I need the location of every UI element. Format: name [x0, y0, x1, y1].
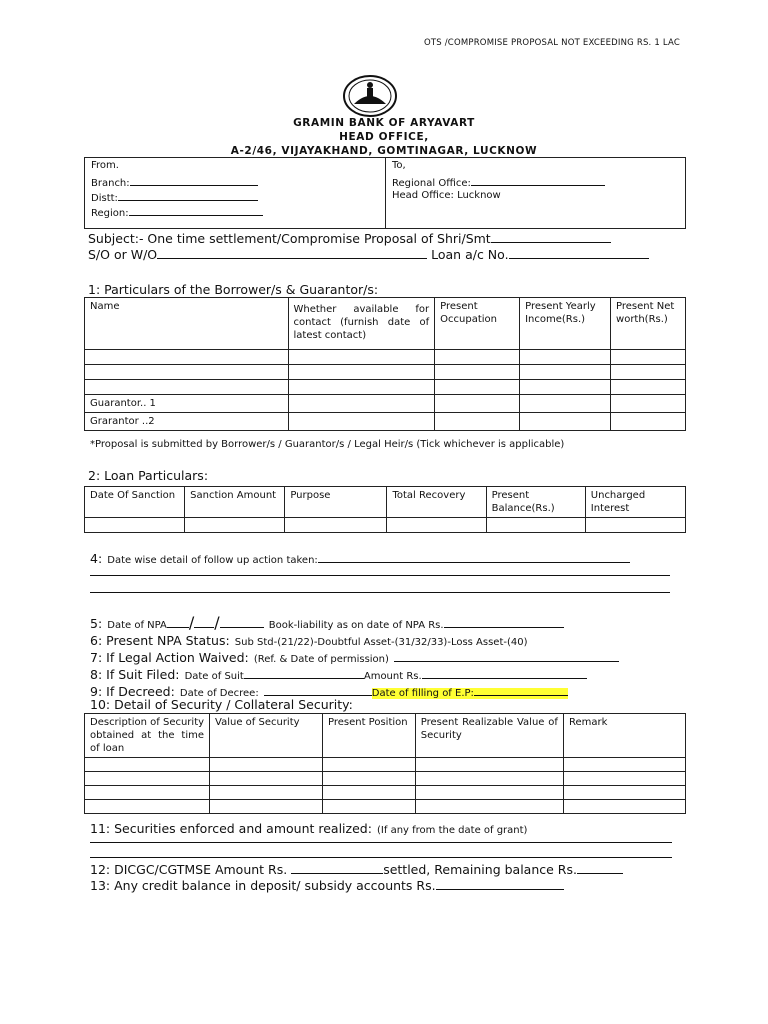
org-office: HEAD OFFICE,: [339, 131, 429, 143]
header-remark: Remark: [563, 714, 685, 758]
header-name: Name: [85, 298, 289, 350]
header-total-recovery: Total Recovery: [387, 487, 486, 518]
security-table: [84, 713, 686, 814]
to-label: To,: [392, 160, 406, 171]
securities-line-2[interactable]: [90, 842, 672, 843]
header-realizable: Present Realizable Value of Security: [415, 714, 563, 758]
table-row[interactable]: [85, 758, 686, 772]
section12-line[interactable]: 12: DICGC/CGTMSE Amount Rs. settled, Remaining balance Rs.: [90, 862, 623, 877]
org-name: GRAMIN BANK OF ARYAVART: [293, 117, 475, 129]
table-row[interactable]: [85, 380, 686, 395]
address-box: [84, 157, 686, 229]
section9-line[interactable]: 9: If Decreed: Date of Decree: Date of filling of E.P:: [90, 681, 568, 700]
table-row[interactable]: [85, 786, 686, 800]
distt-field[interactable]: Distt:: [91, 190, 258, 204]
header-description: Description of Security obtained at the time of loan: [85, 714, 210, 758]
table-row[interactable]: [85, 365, 686, 380]
section2-title: 2: Loan Particulars:: [88, 468, 209, 483]
section6-line: 6: Present NPA Status: Sub Std-(21/22)-Doubtful Asset-(31/32/33)-Loss Asset-(40): [90, 633, 528, 648]
table-header-row: [85, 714, 686, 758]
header-uncharged-interest: Uncharged Interest: [585, 487, 685, 518]
table-header-row: [85, 298, 686, 350]
proposal-note: *Proposal is submitted by Borrower/s / Guarantor/s / Legal Heir/s (Tick whichever is applicable): [90, 439, 565, 450]
table-row[interactable]: [85, 350, 686, 365]
subject-line-1[interactable]: Subject:- One time settlement/Compromise Proposal of Shri/Smt: [88, 231, 611, 246]
securities-line-3[interactable]: [90, 857, 672, 858]
header-income: Present Yearly Income(Rs.): [520, 298, 611, 350]
section13-line[interactable]: 13: Any credit balance in deposit/ subsidy accounts Rs.: [90, 878, 564, 893]
org-address: A-2/46, VIJAYAKHAND, GOMTINAGAR, LUCKNOW: [230, 145, 538, 157]
section10-title: 10: Detail of Security / Collateral Security:: [90, 697, 353, 712]
header-purpose: Purpose: [285, 487, 387, 518]
table-row-guarantor-1[interactable]: Guarantor.. 1: [85, 395, 686, 413]
header-note: OTS /COMPROMISE PROPOSAL NOT EXCEEDING RS. 1 LAC: [423, 38, 680, 48]
section5-line[interactable]: 5: Date of NPA / / Book-liability as on date of NPA Rs.: [90, 613, 564, 632]
table-row[interactable]: [85, 800, 686, 814]
section11-line: 11: Securities enforced and amount realized: (If any from the date of grant): [90, 821, 528, 836]
section4-line[interactable]: 4: Date wise detail of follow up action taken:: [90, 548, 630, 567]
header-contact: Whether available for contact (furnish date of latest contact): [288, 298, 435, 350]
followup-line-3[interactable]: [90, 592, 670, 593]
header-position: Present Position: [322, 714, 415, 758]
branch-field[interactable]: Branch:: [91, 175, 258, 189]
table-row[interactable]: [85, 772, 686, 786]
from-label: From.: [91, 160, 119, 171]
header-networth: Present Net worth(Rs.): [611, 298, 686, 350]
header-date-sanction: Date Of Sanction: [85, 487, 185, 518]
section7-line[interactable]: 7: If Legal Action Waived: (Ref. & Date of permission): [90, 647, 619, 666]
section1-title: 1: Particulars of the Borrower/s & Guarantor/s:: [88, 282, 379, 297]
section8-line[interactable]: 8: If Suit Filed: Date of Suit Amount Rs.: [90, 664, 587, 683]
loan-table: [84, 486, 686, 533]
header-present-balance: Present Balance(Rs.): [486, 487, 585, 518]
header-value: Value of Security: [210, 714, 323, 758]
header-occupation: Present Occupation: [435, 298, 520, 350]
table-header-row: [85, 487, 686, 518]
to-column: [386, 158, 685, 228]
head-office-label: Head Office: Lucknow: [392, 190, 501, 201]
borrower-table: [84, 297, 686, 431]
region-field[interactable]: Region:: [91, 205, 263, 219]
regional-office-field[interactable]: Regional Office:: [392, 175, 605, 189]
subject-line-2[interactable]: S/O or W/O Loan a/c No.: [88, 247, 649, 262]
bank-logo-icon: [340, 74, 400, 118]
followup-line-2[interactable]: [90, 575, 670, 576]
table-row[interactable]: [85, 518, 686, 533]
table-row-guarantor-2[interactable]: Grarantor ..2: [85, 413, 686, 431]
ep-filing-highlight[interactable]: Date of filling of E.P:: [372, 688, 568, 699]
from-column: [85, 158, 386, 228]
header-sanction-amount: Sanction Amount: [185, 487, 285, 518]
